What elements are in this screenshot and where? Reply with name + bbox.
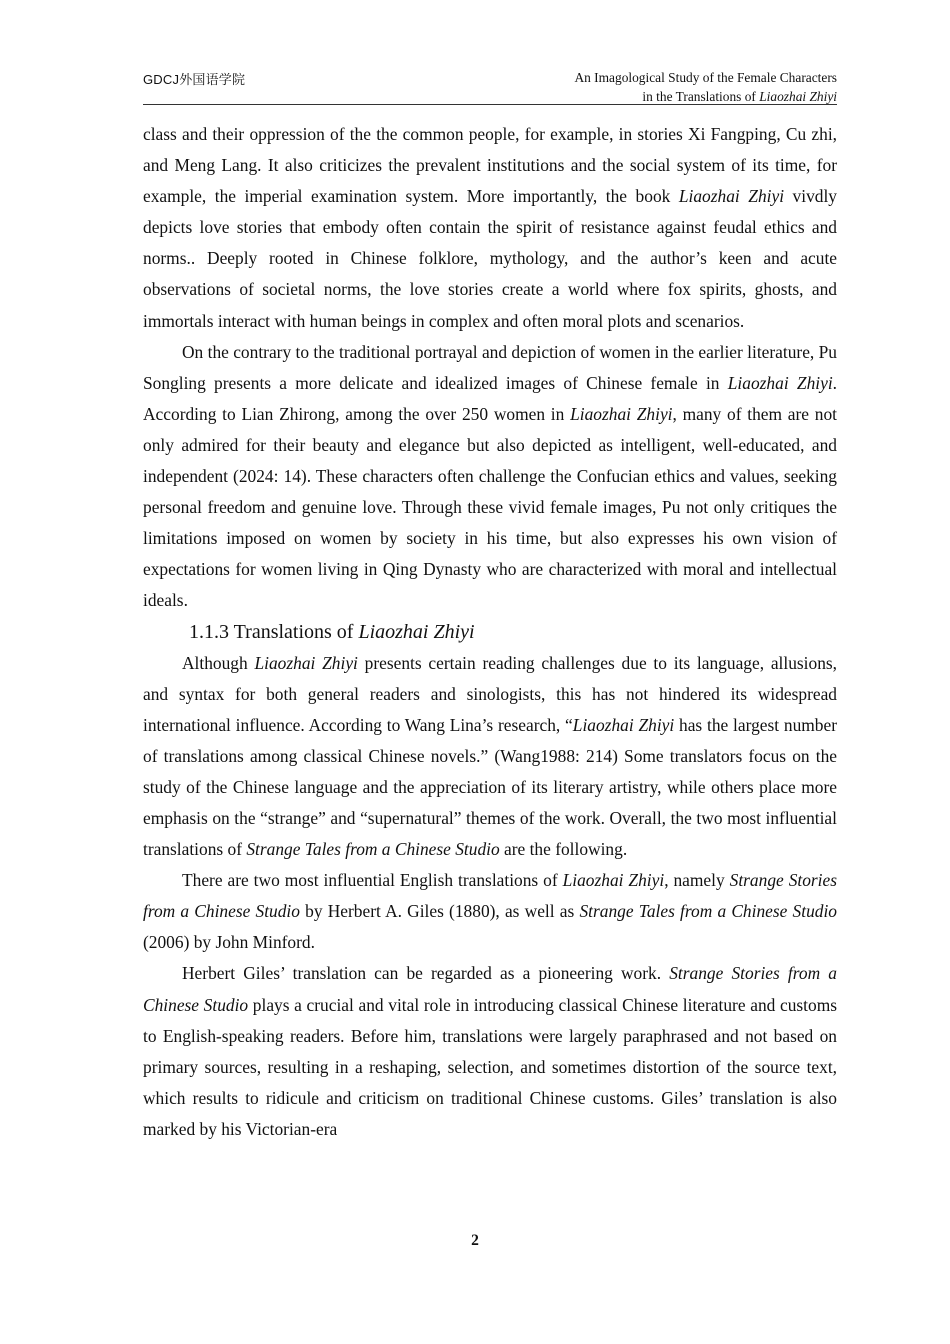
paragraph-3 (143, 648, 837, 866)
body-text (143, 119, 837, 1145)
paragraph-5 (143, 958, 837, 1145)
header-title-line-1: An Imagological Study of the Female Characters (574, 70, 837, 85)
header-institution: GDCJ外国语学院 (143, 72, 246, 87)
paragraph-4 (143, 865, 837, 958)
text-run: (2006) by John Minford. (143, 932, 315, 953)
page-number: 2 (471, 1232, 479, 1249)
text-run: vivdly depicts love stories that embody often contain the spirit of resistance against feudal ethics and norms.. Deeply rooted in Chinese folklore, mythology, and the author’s keen and acute observations of societal norms, the love stories create a world where fox spirits, ghosts, and immortals interact with human beings in complex and often moral plots and scenarios. (143, 186, 838, 331)
italic-title: Liaozhai Zhiyi (570, 403, 673, 424)
header-title-prefix: in the Translations of (642, 89, 760, 104)
paragraph-2 (143, 337, 837, 617)
text-run: On the contrary to the traditional portrayal and depiction of women in the earlier literature, Pu Songling presents a more delicate and idealized images of Chinese female in (143, 341, 837, 393)
section-heading-italic: Liaozhai Zhiyi (358, 620, 475, 643)
italic-title: Liaozhai Zhiyi (678, 186, 785, 207)
text-run: , namely (664, 870, 730, 891)
text-run: presents certain reading challenges due to its language, allusions, and syntax for both general readers and sinologists, this has not hindered its widespread international influence. According to Wang Lina’s research, “ (143, 652, 837, 735)
text-run: There are two most influential English translations of (182, 870, 563, 891)
text-run: Herbert Giles’ translation can be regarded as a pioneering work. (182, 963, 670, 984)
section-heading-text: 1.1.3 Translations of (189, 620, 359, 643)
text-run: , many of them are not only admired for their beauty and elegance but also depicted as intelligent, well-educated, and independent (2024: 14). These characters often challenge the Confucian ethics and values, seeking personal freedom and genuine love. Through these vivid female images, Pu not only critiques the limitations imposed on women by society in his time, but also expresses his own vision of expectations for women living in Qing Dynasty who are characterized with moral and intellectual ideals. (143, 403, 838, 611)
italic-title: Strange Tales from a Chinese Studio (246, 839, 500, 860)
text-run: Although (182, 652, 255, 673)
paragraph-1 (143, 119, 837, 337)
header-title (574, 68, 837, 106)
text-run: plays a crucial and vital role in introducing classical Chinese literature and customs to English-speaking readers. Before him, translations were largely paraphrased and not based on primary sources, resulting in a reshaping, selection, and sometimes distortion of the source text, which results to ridicule and criticism on traditional Chinese customs. Giles’ translation is also marked by his Victorian-era (143, 994, 837, 1139)
italic-title: Liaozhai Zhiyi (562, 870, 665, 891)
text-run: class and their oppression of the the common people, for example, in stories Xi Fangping, Cu zhi, and Meng Lang. It also criticizes the prevalent institutions and the social system of its time, for example, the imperial examination system. More importantly, the book (143, 124, 837, 207)
italic-title: Strange Stories from a Chinese Studio (143, 963, 837, 1015)
header-title-italic: Liaozhai Zhiyi (759, 89, 837, 104)
italic-title: Liaozhai Zhiyi (727, 372, 833, 393)
text-run: are the following. (499, 839, 628, 860)
running-header (143, 66, 837, 106)
italic-title: Strange Stories from a Chinese Studio (143, 870, 838, 922)
section-heading (143, 617, 837, 648)
italic-title: Liaozhai Zhiyi (254, 652, 358, 673)
text-run: has the largest number of translations among classical Chinese novels.” (Wang1988: 214) Some translators focus on the study of the Chinese language and the appreciation of its literary artistry, while others place more emphasis on the “strange” and “supernatural” themes of the work. Overall, the two most influential translations of (143, 714, 838, 860)
italic-title: Liaozhai Zhiyi (572, 714, 675, 735)
header-rule (143, 104, 837, 105)
text-run: by Herbert A. Giles (1880), as well as (299, 901, 580, 922)
italic-title: Strange Tales from a Chinese Studio (579, 901, 837, 922)
text-run: . According to Lian Zhirong, among the over 250 women in (143, 372, 838, 424)
